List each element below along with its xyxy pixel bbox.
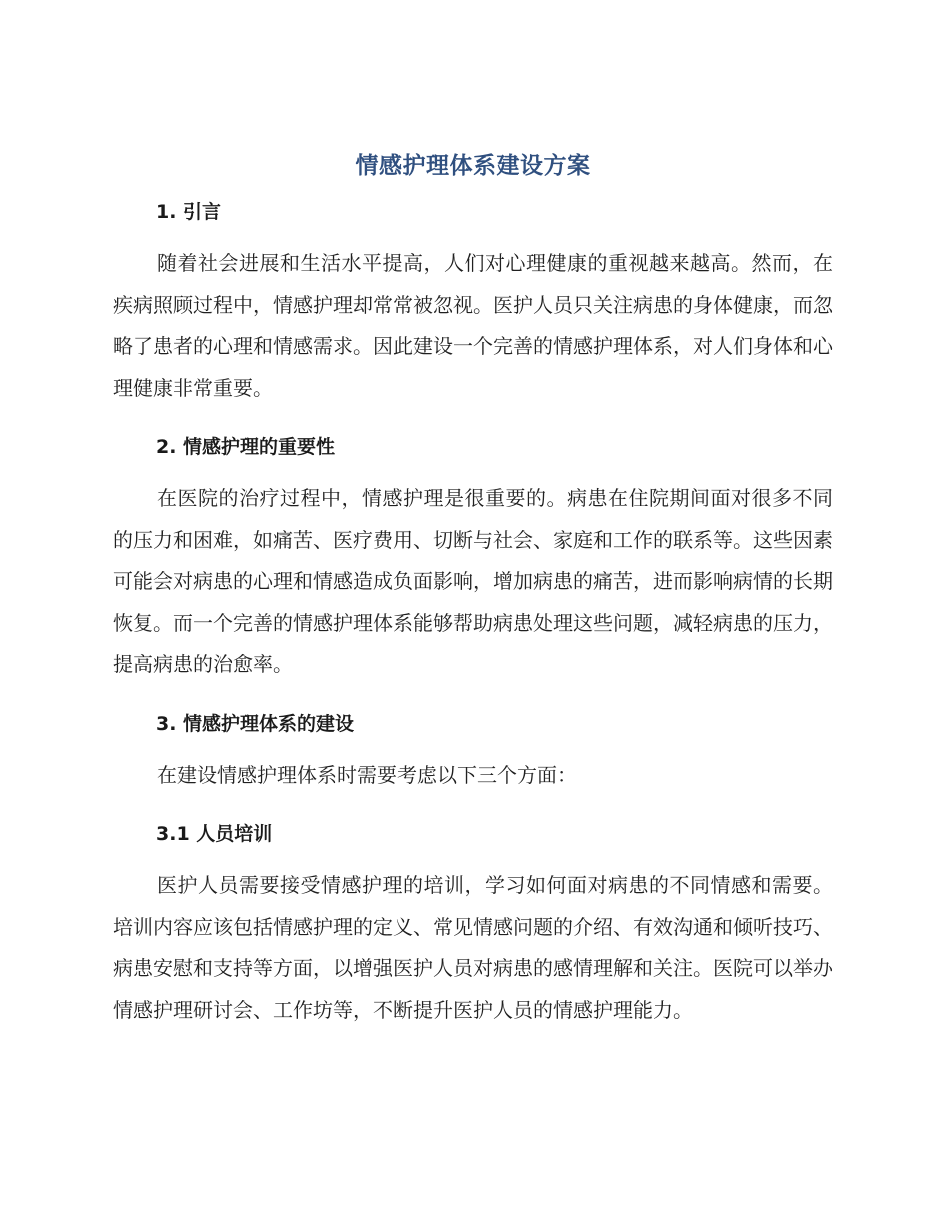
section-heading-importance: 2. 情感护理的重要性 bbox=[156, 436, 336, 458]
section-heading-introduction: 1. 引言 bbox=[156, 201, 222, 223]
document-body bbox=[113, 146, 833, 1031]
document-title: 情感护理体系建设方案 bbox=[355, 153, 591, 179]
section-paragraph-staff-training: 医护人员需要接受情感护理的培训，学习如何面对病患的不同情感和需要。培训内容应该包括情感护理的定义、常见情感问题的介绍、有效沟通和倾听技巧、病患安慰和支持等方面，以增强医护人员对病患的感情理解和关注。医院可以举办情感护理研讨会、工作坊等，不断提升医护人员的情感护理能力。 bbox=[113, 873, 833, 1022]
section-paragraph-introduction: 随着社会进展和生活水平提高，人们对心理健康的重视越来越高。然而，在疾病照顾过程中，情感护理却常常被忽视。医护人员只关注病患的身体健康，而忽略了患者的心理和情感需求。因此建设一个完善的情感护理体系，对人们身体和心理健康非常重要。 bbox=[113, 251, 833, 400]
section-heading-staff-training: 3.1 人员培训 bbox=[156, 823, 273, 845]
section-paragraph-construction: 在建设情感护理体系时需要考虑以下三个方面： bbox=[157, 762, 577, 787]
section-heading-construction: 3. 情感护理体系的建设 bbox=[156, 712, 355, 735]
section-paragraph-importance: 在医院的治疗过程中，情感护理是很重要的。病患在住院期间面对很多不同的压力和困难，如痛苦、医疗费用、切断与社会、家庭和工作的联系等。这些因素可能会对病患的心理和情感造成负面影响，增加病患的痛苦，进而影响病情的长期恢复。而一个完善的情感护理体系能够帮助病患处理这些问题，减轻病患的压力，提高病患的治愈率。 bbox=[113, 486, 833, 676]
